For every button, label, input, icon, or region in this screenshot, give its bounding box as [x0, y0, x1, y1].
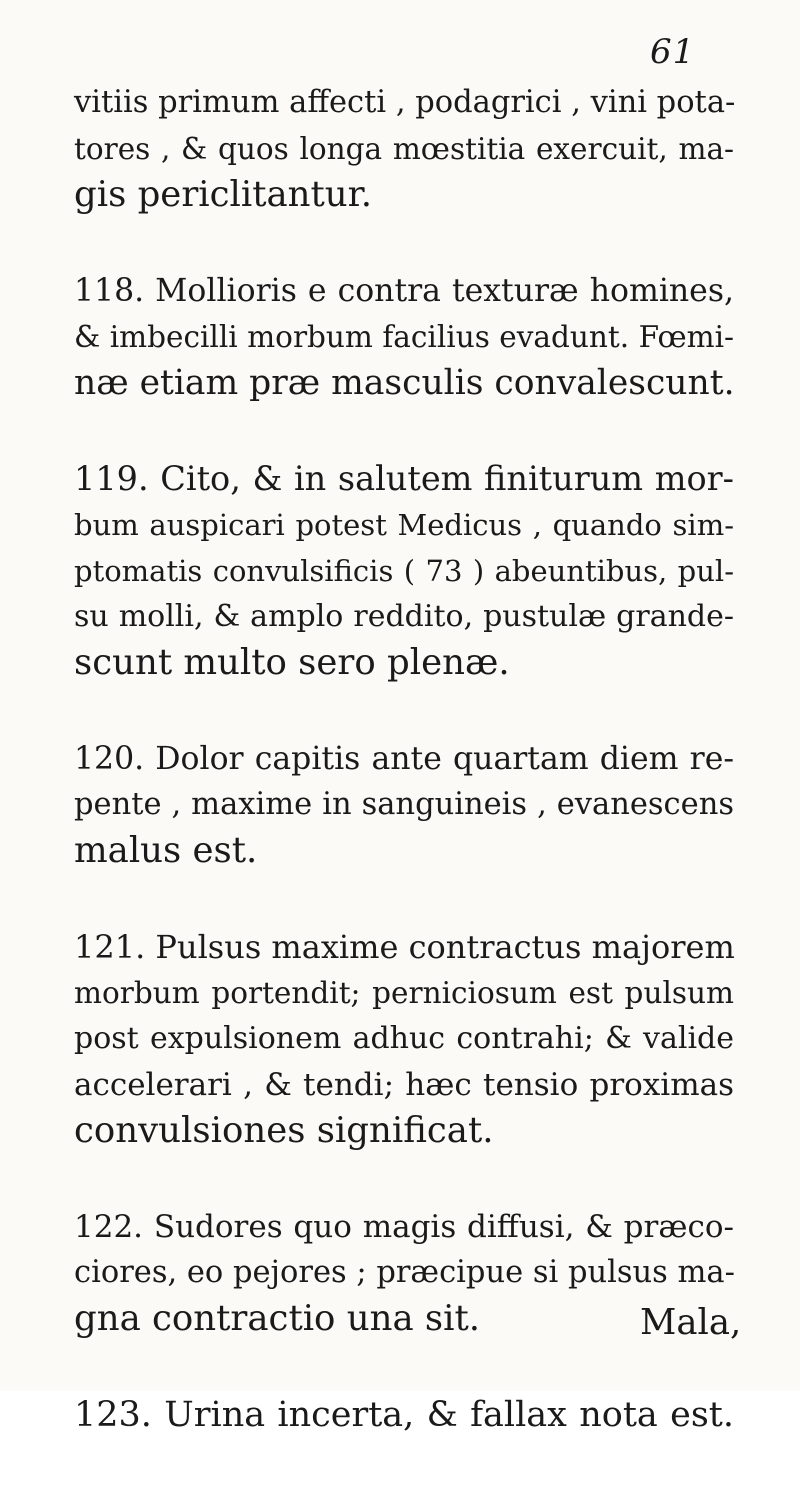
text-line: pente , maxime in sanguineis , evanescens [74, 787, 734, 822]
text-line: & imbecilli morbum facilius evadunt. Fœmi- [74, 320, 734, 354]
text-line: bum auspicari potest Medicus , quando sim- [74, 508, 734, 542]
text-line: post expulsionem adhuc contrahi; & valide [74, 1021, 734, 1056]
text-line: morbum portendit; perniciosum est pulsum [74, 976, 734, 1010]
text-line: ciores, eo pejores ; præcipue si pulsus ma- [74, 1255, 735, 1290]
text-line: 118. Mollioris e contra texturæ homines, [74, 273, 734, 309]
paragraph-117-continued [74, 80, 734, 218]
text-line: su molli, & amplo reddito, pustulæ grande- [74, 599, 734, 634]
text-line: næ etiam præ masculis convalescunt. [74, 363, 735, 403]
paragraph-123 [74, 1392, 734, 1438]
text-line: gis periclitantur. [74, 174, 373, 215]
text-line: vitiis primum affecti , podagrici , vini pota- [74, 85, 736, 120]
text-line: scunt multo sero plenæ. [74, 642, 510, 683]
page-number: 61 [650, 32, 696, 72]
text-line: 121. Pulsus maxime contractus majorem [74, 928, 735, 966]
paragraph-119 [74, 456, 734, 686]
text-line: malus est. [74, 830, 258, 871]
text-line: 123. Urina incerta, & fallax nota est. [74, 1395, 734, 1435]
paragraph-122 [74, 1204, 734, 1342]
paragraph-120 [74, 736, 734, 874]
text-line: 122. Sudores quo magis diffusi, & præco- [74, 1209, 734, 1245]
catchword: Mala, [640, 1302, 742, 1343]
text-line: 120. Dolor capitis ante quartam diem re- [74, 741, 734, 777]
text-line: gna contractio una sit. [74, 1298, 481, 1339]
body-text [74, 80, 734, 1488]
text-line: tores , & quos longa mœstitia exercuit, ma- [74, 132, 734, 166]
text-line: accelerari , & tendi; hæc tensio proximas [74, 1067, 734, 1103]
paragraph-121 [74, 924, 734, 1154]
text-line: convulsiones significat. [74, 1110, 494, 1151]
text-line: 119. Cito, & in salutem finiturum mor- [74, 459, 734, 498]
paragraph-118 [74, 268, 734, 406]
text-line: ptomatis convulsificis ( 73 ) abeuntibus, pul- [74, 554, 734, 588]
